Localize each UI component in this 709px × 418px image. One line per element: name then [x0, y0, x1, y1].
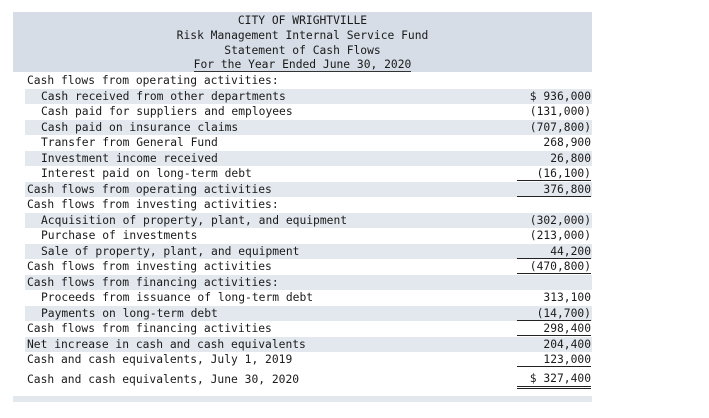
table-row [25, 104, 592, 120]
row-amount: $ 327,400 [517, 371, 591, 389]
row-label: Proceeds from issuance of long-term debt [41, 291, 314, 304]
ending-cash-row [25, 371, 592, 389]
section-heading-operating [25, 73, 592, 89]
statement-period: For the Year Ended June 30, 2020 [193, 58, 412, 72]
cash-flow-statement [13, 12, 592, 402]
row-label: Interest paid on long-term debt [41, 167, 252, 180]
row-amount: 204,400 [543, 337, 591, 351]
statement-title: Statement of Cash Flows [224, 43, 381, 57]
row-label: Purchase of investments [41, 229, 198, 242]
row-amount: 268,900 [543, 136, 591, 149]
table-row [25, 306, 592, 322]
row-amount: 313,100 [543, 291, 591, 304]
subtotal-row-financing [25, 321, 592, 337]
subtotal-row-investing [25, 259, 592, 275]
row-label: Cash flows from financing activities: [27, 275, 279, 289]
row-amount: (14,700) [517, 306, 591, 321]
table-row [25, 244, 592, 260]
fund-name: Risk Management Internal Service Fund [176, 28, 429, 42]
entity-name: CITY OF WRIGHTVILLE [237, 14, 368, 27]
table-row [25, 120, 592, 136]
row-amount: (131,000) [529, 105, 591, 118]
row-amount: 376,800 [517, 182, 591, 197]
row-amount: (302,000) [529, 213, 591, 227]
row-label: Cash and cash equivalents, July 1, 2019 [27, 353, 293, 366]
row-amount: 26,800 [550, 151, 591, 165]
row-label: Cash received from other departments [41, 89, 286, 103]
row-label: Cash flows from financing activities [27, 322, 272, 335]
row-amount: (707,800) [529, 120, 591, 134]
net-increase-row [25, 337, 592, 353]
table-row [25, 151, 592, 167]
section-heading-financing [25, 275, 592, 291]
bottom-divider [13, 396, 592, 402]
row-label: Sale of property, plant, and equipment [41, 244, 300, 258]
table-row [25, 89, 592, 105]
table-row [25, 213, 592, 229]
row-amount: 298,400 [517, 321, 591, 336]
row-label: Cash and cash equivalents, June 30, 2020 [27, 373, 300, 386]
subtotal-row-operating [25, 182, 592, 198]
row-amount: 123,000 [517, 352, 591, 367]
row-label: Transfer from General Fund [41, 136, 218, 149]
row-amount: (16,100) [517, 166, 591, 181]
row-label: Investment income received [41, 151, 218, 165]
row-label: Cash flows from operating activities [27, 182, 272, 196]
row-label: Cash flows from investing activities: [27, 198, 279, 211]
row-amount: 44,200 [517, 244, 591, 259]
row-label: Acquisition of property, plant, and equipment [41, 213, 348, 227]
table-row [25, 166, 592, 182]
table-row [25, 290, 592, 306]
row-amount: $ 936,000 [529, 89, 591, 103]
row-label: Payments on long-term debt [41, 306, 218, 320]
row-label: Cash flows from investing activities [27, 260, 272, 273]
row-label: Net increase in cash and cash equivalents [27, 337, 306, 351]
section-heading-investing [25, 197, 592, 213]
table-row [25, 135, 592, 151]
table-row [25, 228, 592, 244]
row-label: Cash flows from operating activities: [27, 74, 279, 87]
row-label: Cash paid for suppliers and employees [41, 105, 293, 118]
row-amount: (213,000) [529, 229, 591, 242]
statement-header [13, 12, 592, 72]
row-amount: (470,800) [517, 259, 591, 274]
beginning-cash-row [25, 352, 592, 368]
row-label: Cash paid on insurance claims [41, 120, 239, 134]
